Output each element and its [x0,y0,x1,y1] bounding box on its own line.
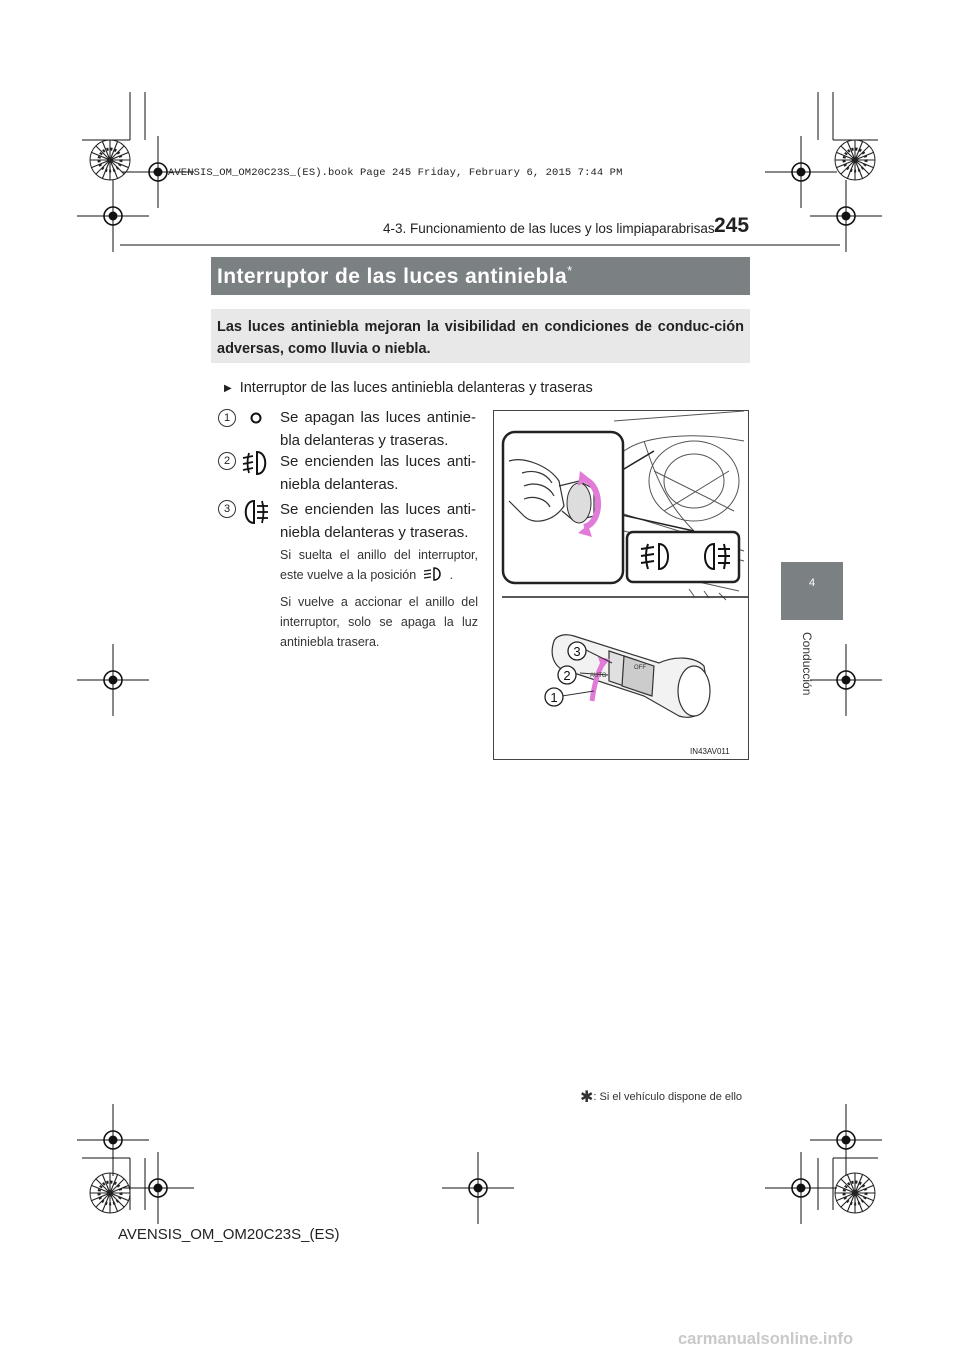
item-number-2: 2 [218,452,236,470]
front-fog-light-small-icon [420,566,446,582]
section-header: 4-3. Funcionamiento de las luces y los limpiaparabrisas [383,221,715,236]
item-number-1: 1 [218,409,236,427]
book-info-line: AVENSIS_OM_OM20C23S_(ES).book Page 245 Friday, February 6, 2015 7:44 PM [168,167,623,179]
rear-fog-light-icon [240,497,272,527]
callout-3: 3 [573,644,581,659]
footnote [580,1087,742,1107]
item-text-3: Se encienden las luces anti-niebla delanteras y traseras. [280,501,476,541]
header-rule [120,244,840,246]
page-number: 245 [714,214,750,237]
lever-label-off: OFF [634,665,646,671]
watermark: carmanualsonline.info [678,1330,854,1348]
title-asterisk: * [567,263,573,278]
document-id: AVENSIS_OM_OM20C23S_(ES) [118,1226,340,1243]
note-1-text: Si suelta el anillo del interruptor, este vuelve a la posición [280,548,478,582]
triangle-bullet-icon: ▶ [224,383,232,394]
callout-1: 1 [550,690,558,705]
chapter-label: Conducción [800,632,814,696]
off-circle-icon [248,410,264,426]
subheading [224,380,593,396]
figure-code: IN43AV011 [690,747,730,756]
note-2: Si vuelve a accionar el anillo del interruptor, solo se apaga la luz antiniebla trasera. [280,595,478,649]
lever-label-auto: AUTO [590,673,607,679]
page-title [217,263,573,289]
fog-switch-illustration [494,411,748,759]
item-number-3: 3 [218,500,236,518]
item-text-1: Se apagan las luces antinie-bla delanteras y traseras. [280,409,476,449]
footnote-text: : Si el vehículo dispone de ello [593,1091,743,1103]
footnote-asterisk: ✱ [580,1089,594,1106]
page-title-text: Interruptor de las luces antiniebla [217,265,568,288]
item-text-2: Se encienden las luces anti-niebla delanteras. [280,453,476,493]
subheading-text: Interruptor de las luces antiniebla delanteras y traseras [239,380,593,396]
note-1 [280,545,478,585]
front-fog-light-icon [240,448,272,478]
chapter-number: 4 [808,577,816,589]
chapter-tab [781,562,843,620]
intro-text: Las luces antiniebla mejoran la visibilidad en condiciones de conduc-ción adversas, como lluvia o niebla. [217,319,744,357]
note-1-end: . [446,568,454,582]
callout-2: 2 [563,668,571,683]
